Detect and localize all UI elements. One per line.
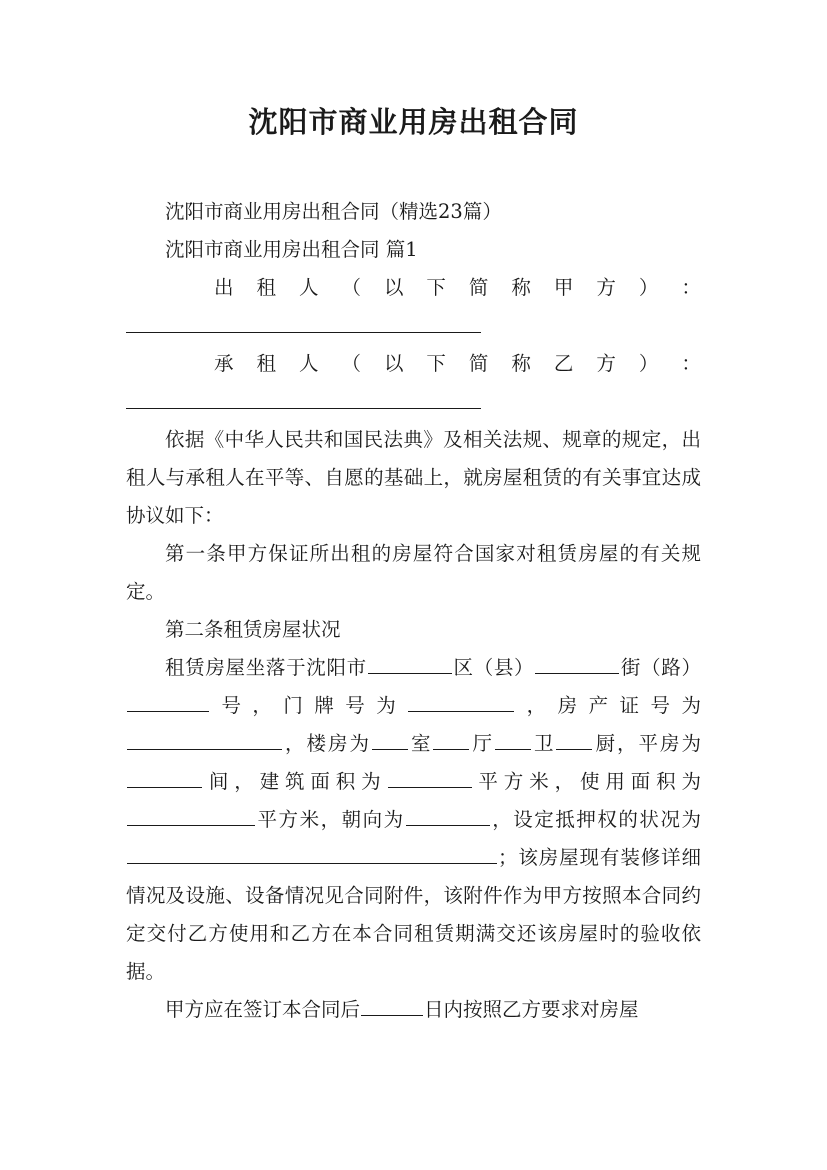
usable-area-blank [127,801,255,826]
lessee-char-11: ： [681,352,701,375]
a2-text-13: 平方米，朝向为 [256,808,405,831]
a2-text-14: ，设定抵押权的状况为 [490,808,701,831]
section-heading: 沈阳市商业用房出租合同 篇1 [165,238,418,261]
a2-text-2: 区（县） [452,656,535,679]
lessee-char-3: （ [341,352,361,375]
last-text-2: 日内按照乙方要求对房屋 [424,998,639,1021]
lessor-char-1: 租 [256,276,276,299]
lessor-label [126,269,701,307]
street-blank [535,649,619,674]
bungalow-rooms-blank [127,763,202,788]
document-subtitle: 沈阳市商业用房出租合同（精选23篇） [165,200,502,223]
lessee-char-5: 下 [426,352,446,375]
document-body [126,193,701,1029]
lessor-char-10: ） [638,276,659,299]
document-title: 沈阳市商业用房出租合同 [248,105,579,139]
lessee-char-2: 人 [298,352,319,375]
room-blank [372,725,408,750]
article-1: 第一条甲方保证所出租的房屋符合国家对租赁房屋的有关规定。 [126,542,701,603]
article-2-heading: 第二条租赁房屋状况 [165,618,341,641]
a2-text-6: ，楼房为 [283,732,371,755]
lessee-char-6: 简 [468,352,489,375]
doorplate-blank [408,687,514,712]
lessee-char-4: 以 [383,352,404,375]
lessee-char-8: 乙 [553,352,574,375]
lessor-char-2: 人 [298,276,319,299]
paragraph-basis: 依据《中华人民共和国民法典》及相关法规、规章的规定，出租人与承租人在平等、自愿的基础上，就房屋租赁的有关事宜达成协议如下： [126,428,701,527]
number-blank [127,687,209,712]
lessor-char-6: 简 [468,276,489,299]
repair-paragraph [126,991,701,1029]
a2-text-11: 间，建筑面积为 [203,770,387,793]
bath-blank [495,725,531,750]
lessor-char-0: 出 [214,276,234,299]
hall-blank [433,725,469,750]
lessee-label [126,345,701,383]
lessor-char-9: 方 [596,276,616,299]
lessor-blank [126,307,701,345]
lessor-char-8: 甲 [553,276,574,299]
lessee-char-7: 称 [511,352,531,375]
a2-text-9: 卫 [531,732,556,755]
a2-text-10: 厨，平房为 [593,732,701,755]
last-text-1: 甲方应在签订本合同后 [165,998,361,1021]
district-blank [368,649,452,674]
a2-text-4: 号，门牌号为 [210,694,408,717]
lessor-char-7: 称 [511,276,531,299]
lessee-char-1: 租 [256,352,276,375]
lessor-char-11: ： [681,276,701,299]
a2-text-3: 街（路） [620,656,701,679]
lessor-blank-rule [126,332,481,333]
a2-text-5: ，房产证号为 [515,694,701,717]
days-blank [361,991,423,1016]
lessee-blank [126,383,701,421]
lessee-char-9: 方 [596,352,616,375]
building-area-blank [388,763,472,788]
lessee-blank-rule [126,408,481,409]
lessee-char-10: ） [638,352,659,375]
kitchen-blank [556,725,592,750]
article-2-property-details [126,649,701,991]
lessor-char-3: （ [341,276,361,299]
mortgage-blank [127,839,497,864]
a2-text-1: 租赁房屋坐落于沈阳市 [165,656,367,679]
lessee-char-0: 承 [214,352,234,375]
a2-text-8: 厅 [470,732,494,755]
a2-text-15: ；该房屋现有装修详细情况及设施、设备情况见合同附件，该附件作为甲方按照本合同约定交付乙方使用和乙方在本合同租赁期满交还该房屋时的验收依据。 [126,846,701,983]
lessor-char-5: 下 [426,276,446,299]
lessor-char-4: 以 [383,276,404,299]
orientation-blank [406,801,490,826]
a2-text-12: 平方米，使用面积为 [472,770,701,793]
a2-text-7: 室 [408,732,433,755]
certificate-blank [127,725,282,750]
